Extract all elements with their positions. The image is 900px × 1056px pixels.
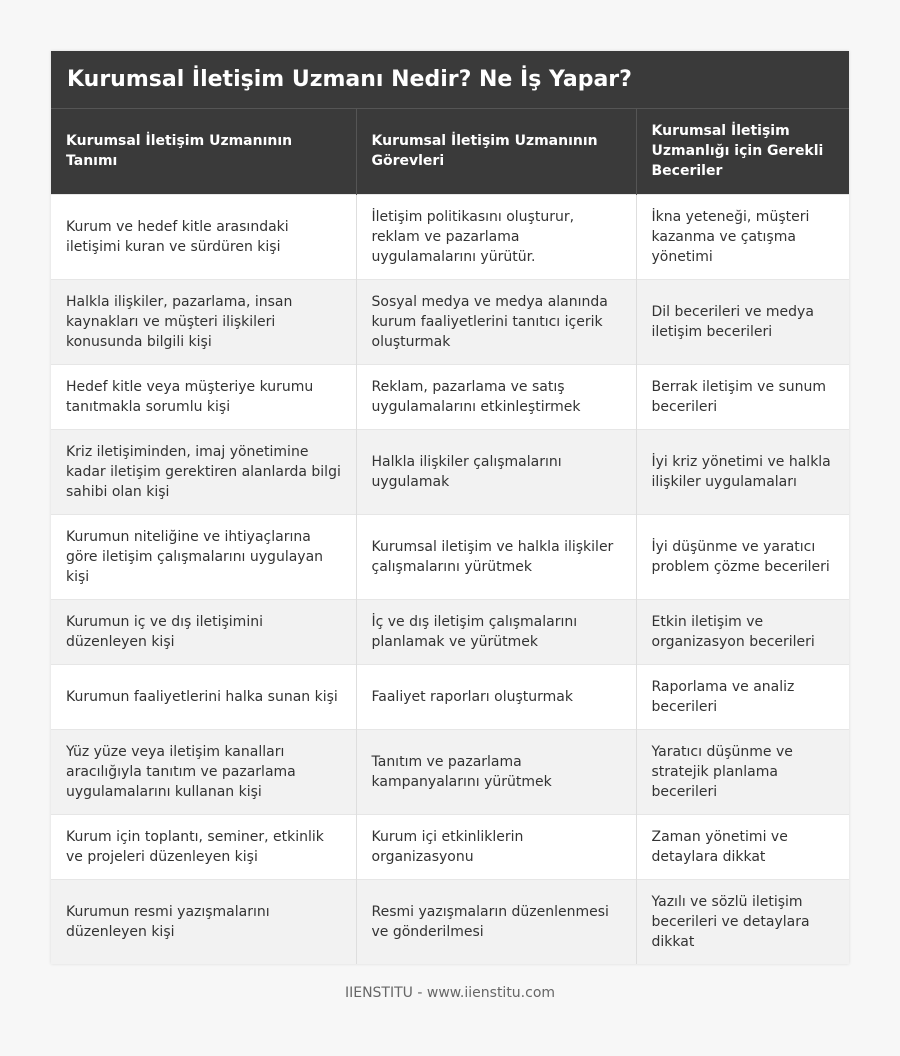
table-cell: Kurumun faaliyetlerini halka sunan kişi — [51, 664, 356, 729]
table-cell: Kriz iletişiminden, imaj yönetimine kadar iletişim gerektiren alanlarda bilgi sahibi olan kişi — [51, 429, 356, 514]
table-cell: Halkla ilişkiler, pazarlama, insan kaynakları ve müşteri ilişkileri konusunda bilgili kişi — [51, 279, 356, 364]
table-row — [51, 279, 849, 364]
table-cell: Faaliyet raporları oluşturmak — [356, 664, 636, 729]
table-cell: Dil becerileri ve medya iletişim becerileri — [636, 279, 849, 364]
footer-credit: IIENSTITU - www.iienstitu.com — [344, 985, 556, 1001]
table-cell: Zaman yönetimi ve detaylara dikkat — [636, 814, 849, 879]
table-cell: Kurumsal iletişim ve halkla ilişkiler çalışmalarını yürütmek — [356, 514, 636, 599]
table-cell: Hedef kitle veya müşteriye kurumu tanıtmakla sorumlu kişi — [51, 364, 356, 429]
table-row — [51, 814, 849, 879]
table-cell: İletişim politikasını oluşturur, reklam ve pazarlama uygulamalarını yürütür. — [356, 194, 636, 279]
table-cell: Resmi yazışmaların düzenlenmesi ve gönderilmesi — [356, 879, 636, 964]
table-cell: Yüz yüze veya iletişim kanalları aracılığıyla tanıtım ve pazarlama uygulamalarını kullanan kişi — [51, 729, 356, 814]
table-cell: Kurum için toplantı, seminer, etkinlik ve projeleri düzenleyen kişi — [51, 814, 356, 879]
table-cell: İyi düşünme ve yaratıcı problem çözme becerileri — [636, 514, 849, 599]
table-cell: Halkla ilişkiler çalışmalarını uygulamak — [356, 429, 636, 514]
table-card — [51, 51, 849, 964]
table-row — [51, 599, 849, 664]
table-cell: Kurum ve hedef kitle arasındaki iletişimi kuran ve sürdüren kişi — [51, 194, 356, 279]
table-cell: Reklam, pazarlama ve satış uygulamalarını etkinleştirmek — [356, 364, 636, 429]
table-cell: İkna yeteneği, müşteri kazanma ve çatışma yönetimi — [636, 194, 849, 279]
table-cell: Etkin iletişim ve organizasyon becerileri — [636, 599, 849, 664]
table-cell: Kurum içi etkinliklerin organizasyonu — [356, 814, 636, 879]
page-title: Kurumsal İletişim Uzmanı Nedir? Ne İş Yapar? — [51, 51, 849, 109]
table-row — [51, 429, 849, 514]
column-header-skills: Kurumsal İletişim Uzmanlığı için Gerekli Beceriler — [636, 109, 849, 194]
column-header-definition: Kurumsal İletişim Uzmanının Tanımı — [51, 109, 356, 194]
table-cell: Kurumun niteliğine ve ihtiyaçlarına göre iletişim çalışmalarını uygulayan kişi — [51, 514, 356, 599]
table-cell: Kurumun iç ve dış iletişimini düzenleyen kişi — [51, 599, 356, 664]
table-cell: Tanıtım ve pazarlama kampanyalarını yürütmek — [356, 729, 636, 814]
table-cell: Sosyal medya ve medya alanında kurum faaliyetlerini tanıtıcı içerik oluşturmak — [356, 279, 636, 364]
table-header-row — [51, 109, 849, 194]
table-cell: Yaratıcı düşünme ve stratejik planlama becerileri — [636, 729, 849, 814]
table-row — [51, 729, 849, 814]
table-row — [51, 514, 849, 599]
table-cell: Berrak iletişim ve sunum becerileri — [636, 364, 849, 429]
table-cell: İç ve dış iletişim çalışmalarını planlamak ve yürütmek — [356, 599, 636, 664]
table-row — [51, 364, 849, 429]
info-table — [51, 109, 849, 964]
table-cell: Raporlama ve analiz becerileri — [636, 664, 849, 729]
table-row — [51, 664, 849, 729]
table-cell: İyi kriz yönetimi ve halkla ilişkiler uygulamaları — [636, 429, 849, 514]
table-cell: Kurumun resmi yazışmalarını düzenleyen kişi — [51, 879, 356, 964]
table-row — [51, 879, 849, 964]
table-row — [51, 194, 849, 279]
column-header-duties: Kurumsal İletişim Uzmanının Görevleri — [356, 109, 636, 194]
table-cell: Yazılı ve sözlü iletişim becerileri ve detaylara dikkat — [636, 879, 849, 964]
